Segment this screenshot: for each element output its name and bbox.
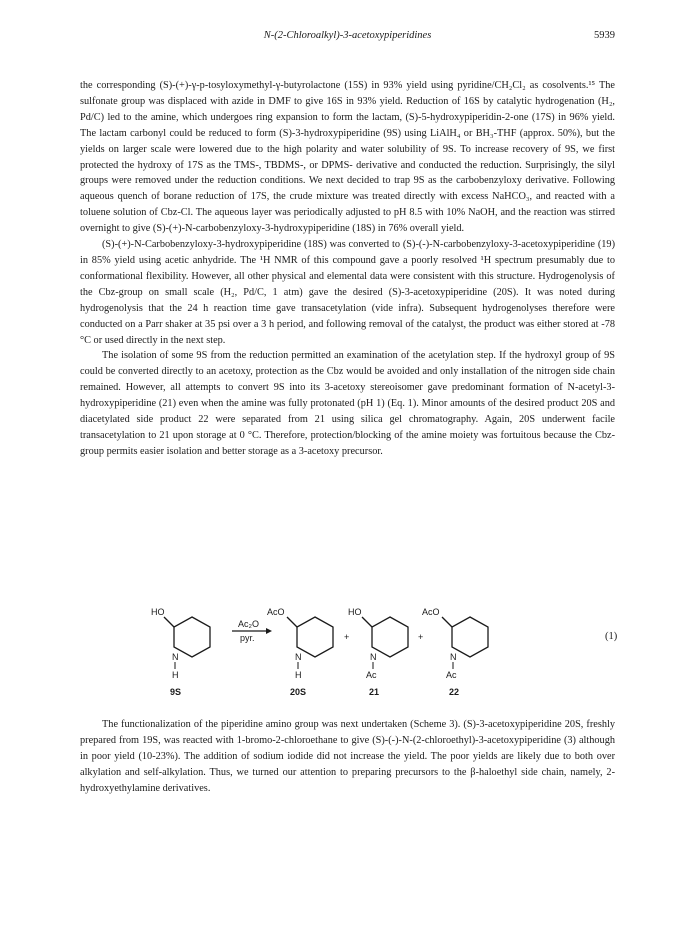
compound-20s (267, 607, 333, 697)
n-group-20s: H (295, 670, 302, 680)
label-21: 21 (369, 687, 380, 697)
main-text-continued (80, 717, 615, 797)
main-text (80, 78, 615, 460)
substituent-22: AcO (422, 607, 440, 617)
plus-sign-1: + (344, 632, 350, 642)
label-9s: 9S (170, 687, 182, 697)
reaction-scheme (150, 605, 620, 695)
label-20s: 20S (290, 687, 307, 697)
n-label-22: N (450, 652, 457, 662)
n-label-9s: N (172, 652, 179, 662)
n-label-20s: N (295, 652, 302, 662)
compound-21 (348, 607, 408, 697)
paragraph-4: The functionalization of the piperidine amino group was next undertaken (Scheme 3). (S)-3-acetoxypiperidine 20S, freshly prepared from 19S, was reacted with 1-bromo-2-chloroethane to give (S)-(-)-N-(2-chloroethyl)-3-acetoxypiperidine (3) although in poor yield (10-23%). The addition of sodium iodide did not increase the yield. The poor yields are likely due to both over alkylation and self-alkylation. Thus, we turned our attention to preparing precursors to the β-haloethyl side chain, namely, 2-hydroxyethylamine derivatives. (80, 719, 615, 794)
paragraph-1: the corresponding (S)-(+)-γ-p-tosyloxymethyl-γ-butyrolactone (15S) in 93% yield using pyridine/CH₂Cl₂ as cosolvents.¹⁵ The sulfonate group was displaced with azide in DMF to give 16S in 93% yield. Reduction of 16S by catalytic hydrogenation (H₂, Pd/C) led to the amine, which undergoes ring expansion to form the lactam, (S)-5-hydroxypiperidin-2-one (17S) in 96% yield. The lactam carbonyl could be reduced to form (S)-3-hydroxypiperidine (9S) using LiAlH₄ or BH₃-THF (approx. 50%), but the yields on larger scale were lowered due to the high polarity and water solubility of 9S. To increase recovery of 9S, we first protected the hydroxy of 17S as the TMS-, TBDMS-, or DPMS- derivative and conducted the reduction. Surprisingly, the silyl groups were removed under the reduction conditions. We next decided to trap 9S as the carbobenzyloxy derivative. Following aqueous quench of borane reduction of 17S, the crude mixture was treated directly with excess NaHCO₃, and reacted with a toluene solution of Cbz-Cl. The aqueous layer was periodically adjusted to pH 8.5 with 10% NaOH, and the reaction was stirred overnight to give (S)-(+)-N-carbobenzyloxy-3-hydroxypiperidine (18S) in 76% overall yield. (80, 80, 615, 235)
substituent-9s: HO (151, 607, 165, 617)
reagent-top: Ac₂O (238, 619, 259, 629)
page-number: 5939 (594, 30, 615, 41)
plus-sign-2: + (418, 632, 424, 642)
compound-22 (422, 607, 488, 697)
substituent-21: HO (348, 607, 362, 617)
substituent-20s: AcO (267, 607, 285, 617)
reaction-arrow (232, 619, 272, 643)
running-title: N-(2-Chloroalkyl)-3-acetoxypiperidines (263, 30, 432, 41)
n-group-22: Ac (446, 670, 457, 680)
n-group-21: Ac (366, 670, 377, 680)
reagent-bottom: pyr. (240, 633, 255, 643)
paragraph-3: The isolation of some 9S from the reduction permitted an examination of the acetylation step. If the hydroxyl group of 9S could be converted directly to an acetoxy, protection as the Cbz would be avoided and only installation of the nitrogen side chain remained. However, all attempts to convert 9S into its 3-acetoxy stereoisomer gave predominant formation of N-acetyl-3-hydroxypiperidine (21) even when the amine was fully protonated (pH 1) (Eq. 1). Minor amounts of the desired product 20S and diacetylated side product 22 were separated from 21 using silica gel chromatography. Again, 20S underwent facile transacetylation to 21 upon storage at 0 °C. Therefore, protection/blocking of the amine moiety was fortuitous because the Cbz-group permits easier isolation and better storage as a 3-acetoxy precursor. (80, 350, 615, 457)
equation-number: (1) (605, 631, 618, 642)
n-label-21: N (370, 652, 377, 662)
scheme-drawing (150, 605, 620, 695)
n-group-9s: H (172, 670, 179, 680)
paragraph-2: (S)-(+)-N-Carbobenzyloxy-3-hydroxypiperidine (18S) was converted to (S)-(-)-N-carbobenzyloxy-3-acetoxypiperidine (19) in 85% yield using acetic anhydride. The ¹H NMR of this compound gave a poorly resolved ¹H spectrum presumably due to conformational flexibility. However, all other physical and elemental data were consistent with this structure. Hydrogenolysis of the Cbz-group on small scale (H₂, Pd/C, 1 atm) gave the desired (S)-3-acetoxypiperidine (20S). It was noted during hydrogenolysis that the 24 h reaction time gave transacetylation (vide infra). Subsequent hydrogenolyses therefore were conducted on a Parr shaker at 35 psi over a 3 h period, and following removal of the catalyst, the product was either stored at -78 °C or used directly in the next step. (80, 239, 615, 346)
running-header (80, 30, 615, 46)
label-22: 22 (449, 687, 460, 697)
compound-9s (151, 607, 210, 697)
